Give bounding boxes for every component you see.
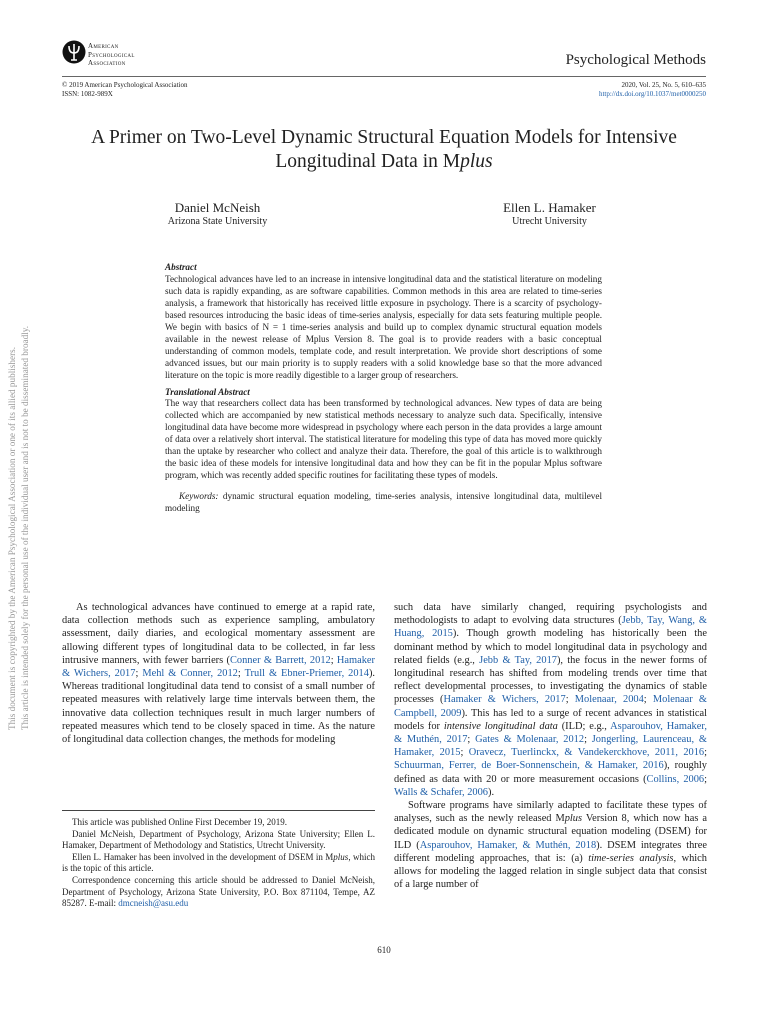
author-name: Daniel McNeish [174, 200, 261, 215]
keywords-label: Keywords: [179, 491, 219, 502]
paragraph: As technological advances have continued to emerge at a rapid rate, data collection methods such as experience sampling, ambulatory assessment, daily diaries, and ecological momentary assessment are allowing different types of longitudinal data to be collected, in far less intrusive manners, with fewer barriers (Conner & Barrett, 2012; Hamaker & Wichers, 2017; Mehl & Conner, 2012; Trull & Ebner-Priemer, 2014). Whereas traditional longitudinal data tend to consist of a small number of repeated measures with relatively large time intervals between them, the innovative data collection techniques result in much larger numbers of repeated measures which tend to be closely spaced in time. As the nature of longitudinal data collection changes, the methods for modeling [62, 602, 375, 746]
copyright-block [62, 81, 187, 98]
citation-link[interactable]: Hamaker & Wichers, 2017 [62, 654, 375, 680]
citation-link[interactable]: Gates & Molenaar, 2012 [475, 734, 585, 746]
citation-link[interactable]: Asparouhov, Hamaker, & Muthén, 2018 [419, 839, 597, 851]
article-title: A Primer on Two-Level Dynamic Structural Equation Models for Intensive Longitudinal Data in Mplus [91, 127, 677, 172]
citation-link[interactable]: Oravecz, Tuerlinckx, & Vandekerckhove, 2011, 2016 [468, 747, 705, 759]
keywords-text: dynamic structural equation modeling, time-series analysis, intensive longitudinal data, multilevel modeling [165, 491, 603, 514]
footnotes [62, 817, 375, 910]
footnote: Daniel McNeish, Department of Psychology, Arizona State University; Ellen L. Hamaker, Department of Methodology and Statistics, Utrecht University. [62, 828, 375, 851]
journal-name: Psychological Methods [565, 52, 706, 68]
footnote-rule [62, 810, 375, 811]
paragraph: such data have similarly changed, requiring psychologists and methodologists to adapt to evolving data structures (Jebb, Tay, Wang, & Huang, 2015). Though growth modeling has historically been the dominant method by which to model longitudinal data in psychology and related fields (e.g., Jebb & Tay, 2017), the focus in the newer forms of longitudinal research has shifted from modeling trends over time that reflect developmental processes, to investigating the dynamics of stable processes (Hamaker & Wichers, 2017; Molenaar, 2004; Molenaar & Campbell, 2009). This has led to a surge of recent advances in statistical models for intensive longitudinal data (ILD; e.g., Asparouhov, Hamaker, & Muthén, 2017; Gates & Molenaar, 2012; Jongerling, Laurenceau, & Hamaker, 2015; Oravecz, Tuerlinckx, & Vandekerckhove, 2011, 2016; Schuurman, Ferrer, de Boer-Sonnenschein, & Hamaker, 2016), roughly defined as data with 20 or more measurement occasions (Collins, 2006; Walls & Schafer, 2006). [394, 602, 708, 798]
page-number: 610 [377, 945, 391, 955]
email-link[interactable]: dmcneish@asu.edu [118, 898, 189, 909]
author-2 [462, 200, 637, 228]
header-rule [62, 76, 706, 77]
publisher-name: American Psychological Association [88, 42, 135, 67]
citation-block [599, 81, 706, 98]
watermark-line-1: This document is copyrighted by the American Psychological Association or one of its allied publishers. [7, 347, 17, 730]
issn: ISSN: 1082-989X [62, 89, 113, 98]
author-1 [130, 200, 305, 228]
citation-link[interactable]: Conner & Barrett, 2012 [229, 654, 331, 666]
body-column-left [62, 601, 375, 746]
citation-link[interactable]: Schuurman, Ferrer, de Boer-Sonnenschein, & Hamaker, 2016 [394, 760, 664, 772]
footnote: Correspondence concerning this article should be addressed to Daniel McNeish, Department of Psychology, Arizona State University, P.O. Box 871104, Tempe, AZ 85287. E-mail: dmcneish@asu.edu [62, 874, 375, 909]
citation-link[interactable]: Molenaar, 2004 [574, 694, 644, 706]
citation-link[interactable]: Walls & Schafer, 2006 [394, 786, 488, 798]
citation-link[interactable]: Hamaker & Wichers, 2017 [443, 694, 566, 706]
citation-link[interactable]: Mehl & Conner, 2012 [142, 668, 238, 680]
citation: 2020, Vol. 25, No. 5, 610–635 [621, 81, 706, 89]
citation-link[interactable]: Asparouhov, Hamaker, & Muthén, 2017 [394, 720, 708, 746]
author-name: Ellen L. Hamaker [503, 200, 596, 215]
author-affiliation: Utrecht University [512, 216, 587, 227]
citation-link[interactable]: Jebb & Tay, 2017 [479, 654, 557, 666]
translational-abstract-text: The way that researchers collect data has been transformed by technological advances. New types of data are being collected which are accompanied by new statistical methods necessary to analyze such data. Specifically, intensive longitudinal data have become more widespread in psychology where each person in the data provides a large amount of data over a relatively short interval. The statistical literature for modeling this type of data has moved more quickly than the uptake by researcher who collect and analyze their data. Therefore, the goal of this article is to walkthrough the basic idea of these models for intensive longitudinal data and how they can be fit in the popular Mplus software program, which was recently added specific routines for facilitating these types of models. [165, 398, 602, 481]
abstract-heading: Abstract [165, 262, 197, 272]
watermark-line-2: This article is intended solely for the personal use of the individual user and is not to be disseminated broadly. [20, 325, 30, 730]
keywords [165, 491, 602, 515]
apa-logo [62, 38, 222, 74]
abstract-text: Technological advances have led to an increase in intensive longitudinal data and the statistical literature on modeling such data is rapidly expanding, as are software capabilities. Common methods in this area are related to time-series analysis, a framework that historically has received little exposure in psychology. There is a scarcity of psychology-based resources introducing the basic ideas of time-series analysis, especially for data sets featuring multiple people. We begin with basics of N = 1 time-series analysis and build up to complex dynamic structural equation models available in the newest release of Mplus Version 8. The goal is to provide readers with a basic conceptual understanding of common models, template code, and result interpretation. We provide short descriptions of some advanced issues, but our main priority is to supply readers with a solid knowledge base so that the more advanced literature on the topic is more readily digestible to a larger group of researchers. [165, 273, 602, 380]
footnote: This article was published Online First December 19, 2019. [72, 817, 287, 827]
citation-link[interactable]: Jebb, Tay, Wang, & Huang, 2015 [394, 615, 708, 640]
doi-link[interactable]: http://dx.doi.org/10.1037/met0000250 [598, 89, 706, 98]
apa-psi-icon [62, 40, 86, 64]
citation-link[interactable]: Molenaar & Campbell, 2009 [394, 694, 707, 719]
paragraph: Software programs have similarly adapted to facilitate these types of analyses, such as the newly released Mplus Version 8, which now has a dedicated module on dynamic structural equation modeling (DSEM) for ILD (Asparouhov, Hamaker, & Muthén, 2018). DSEM integrates three different modeling approaches, that is: (a) time-series analysis, which allows for modeling the lagged relation in single subject data that consist of a large number of [394, 800, 707, 891]
citation-link[interactable]: Collins, 2006 [646, 773, 705, 785]
copyright: © 2019 American Psychological Association [62, 81, 188, 89]
citation-link[interactable]: Trull & Ebner-Priemer, 2014 [244, 668, 369, 680]
citation-link[interactable]: Jongerling, Laurenceau, & Hamaker, 2015 [394, 734, 707, 759]
body-column-right [394, 601, 707, 891]
footnote: Ellen L. Hamaker has been involved in the development of DSEM in Mplus, which is the topic of this article. [62, 851, 375, 874]
author-affiliation: Arizona State University [167, 216, 268, 227]
translational-abstract-heading: Translational Abstract [165, 386, 250, 397]
abstract-block [165, 262, 602, 515]
